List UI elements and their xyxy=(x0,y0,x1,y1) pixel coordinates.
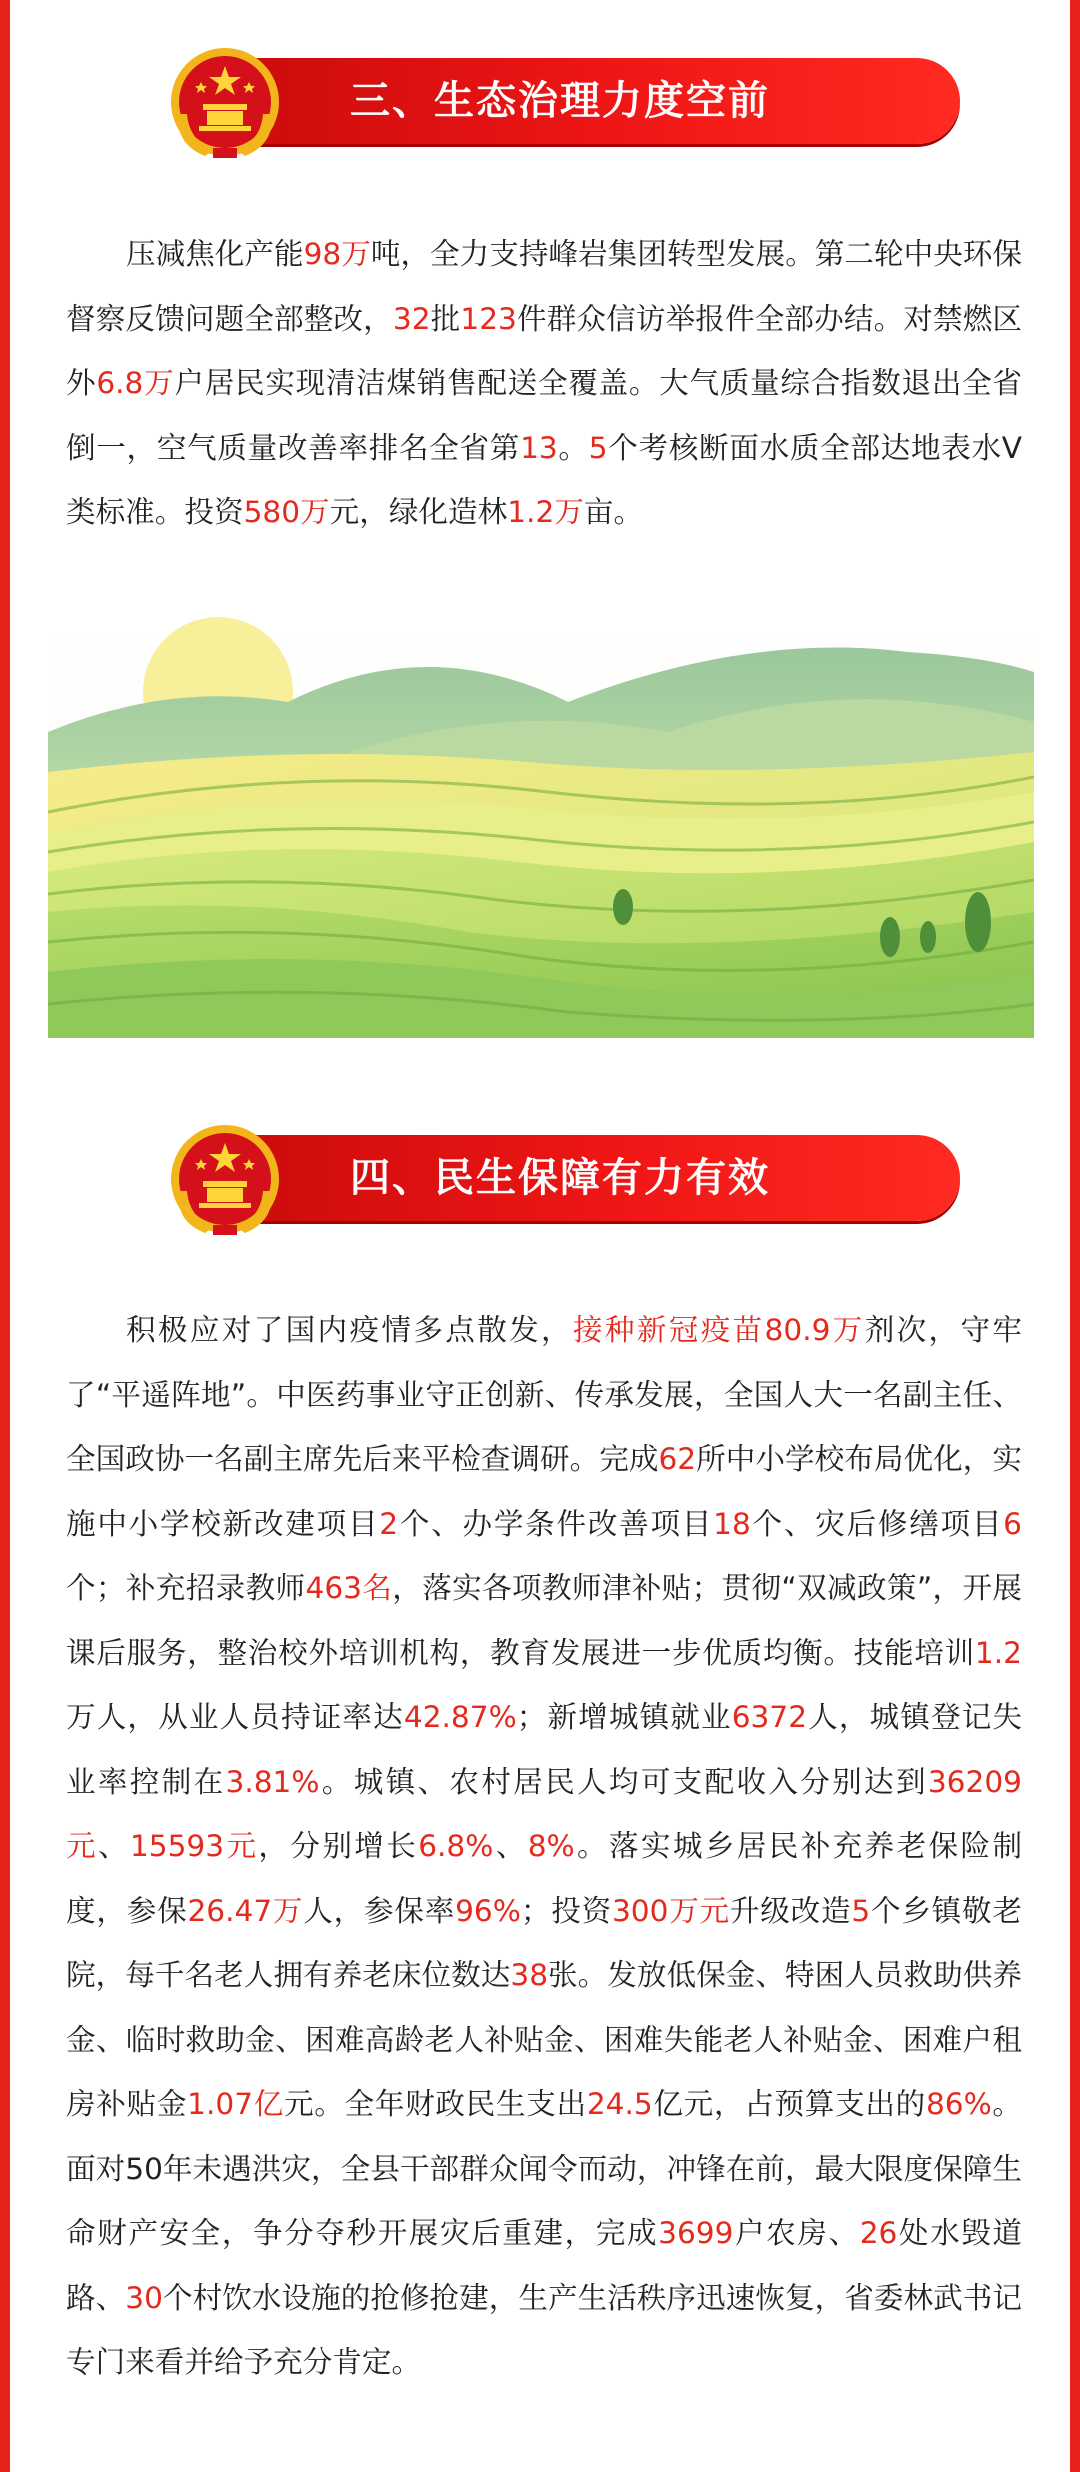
highlighted-figure: 30 xyxy=(125,2280,163,2315)
text-run: 个；补充招录教师 xyxy=(66,1571,306,1605)
text-run: ；新增城镇就业 xyxy=(516,1700,732,1734)
highlighted-figure: 38 xyxy=(510,1958,549,1992)
highlighted-figure: 86% xyxy=(925,2087,992,2121)
text-run: 亩。 xyxy=(583,495,644,529)
text-run: 人，参保率 xyxy=(303,1893,456,1928)
text-run: 元，绿化造林 xyxy=(329,495,508,529)
national-emblem-icon xyxy=(165,44,285,164)
text-run: 、 xyxy=(97,1829,130,1863)
text-run: 批 xyxy=(430,301,461,336)
section-3-title: 三、生态治理力度空前 xyxy=(350,77,770,124)
text-run: 。落实城乡居民补充养老保险制度，参保 xyxy=(66,1829,1023,1928)
text-run: 个乡镇敬老院，每千名老人拥有养老床位数达 xyxy=(66,1893,1022,1992)
highlighted-figure: 6372 xyxy=(731,1700,808,1734)
highlighted-figure: 1.2万 xyxy=(507,495,584,529)
highlighted-figure: 98万 xyxy=(303,237,371,271)
text-run: 处水毁道路、 xyxy=(66,2216,1023,2315)
highlighted-figure: 32 xyxy=(392,301,431,336)
section-4-title: 四、民生保障有力有效 xyxy=(350,1154,770,1201)
text-run: 个村饮水设施的抢修抢建，生产生活秩序迅速恢复，省委林武书记专门来看并给予充分肯定。 xyxy=(66,2280,1023,2379)
text-run: 元。全年财政民生支出 xyxy=(284,2087,587,2121)
highlighted-figure: 62 xyxy=(658,1442,697,1476)
highlighted-figure: 5 xyxy=(588,430,608,465)
text-run: 人，城镇登记失业率控制在 xyxy=(66,1700,1023,1799)
text-run: 。 xyxy=(557,430,589,465)
text-run: 户居民实现清洁煤销售配送全覆盖。大气质量综合指数退出全省倒一，空气质量改善率排名全省第 xyxy=(66,366,1023,465)
text-run: 个考核断面水质全部达地表水V类标准。投资 xyxy=(66,430,1023,529)
text-run: 压减焦化产能 xyxy=(126,237,304,271)
highlighted-figure: 5 xyxy=(851,1893,871,1928)
text-run: 件群众信访举报件全部办结。对禁燃区外 xyxy=(66,301,1023,400)
highlighted-figure: 1.07亿 xyxy=(187,2087,284,2121)
text-run: 个、办学条件改善项目 xyxy=(398,1506,714,1541)
highlighted-figure: 15593元 xyxy=(129,1829,259,1863)
text-run: 万人，从业人员持证率达 xyxy=(66,1700,404,1734)
section-3-paragraph xyxy=(66,222,1022,545)
highlighted-figure: 6.8% xyxy=(418,1829,494,1863)
highlighted-figure: 接种新冠疫苗80.9万 xyxy=(572,1313,865,1347)
highlighted-figure: 123 xyxy=(460,301,517,336)
section-4-paragraph xyxy=(66,1298,1022,2395)
text-run: 所中小学校布局优化，实施中小学校新改建项目 xyxy=(66,1442,1022,1541)
highlighted-figure: 26 xyxy=(859,2216,898,2250)
highlighted-figure: 42.87% xyxy=(403,1700,517,1734)
highlighted-figure: 3.81% xyxy=(225,1764,320,1799)
highlighted-figure: 580万 xyxy=(243,495,330,529)
highlighted-figure: 6 xyxy=(1003,1506,1023,1541)
highlighted-figure: 36209元 xyxy=(66,1764,1022,1863)
highlighted-figure: 18 xyxy=(713,1506,751,1541)
text-run: ，落实各项教师津补贴；贯彻“双减政策”，开展课后服务，整治校外培训机构，教育发展进一步优质均衡。技能培训 xyxy=(66,1571,1022,1670)
text-run: ；投资 xyxy=(520,1893,612,1928)
highlighted-figure: 26.47万 xyxy=(187,1893,304,1928)
right-red-border xyxy=(1070,0,1080,2472)
left-red-border xyxy=(0,0,10,2472)
text-run: 剂次，守牢了“平遥阵地”。中医药事业守正创新、传承发展，全国人大一名副主任、全国政协一名副主席先后来平检查调研。完成 xyxy=(66,1313,1023,1476)
text-run: 。面对50年未遇洪灾，全县干部群众闻令而动，冲锋在前，最大限度保障生命财产安全，争分夺秒开展灾后重建，完成 xyxy=(66,2087,1022,2250)
text-run: 。城镇、农村居民人均可支配收入分别达到 xyxy=(319,1764,928,1799)
text-run: ，分别增长 xyxy=(258,1829,419,1863)
text-run: 个、灾后修缮项目 xyxy=(750,1506,1004,1541)
text-run: 、 xyxy=(493,1829,528,1863)
text-run: 升级改造 xyxy=(729,1893,852,1928)
section-3-banner xyxy=(165,44,960,156)
text-run: 积极应对了国内疫情多点散发， xyxy=(126,1313,573,1347)
text-run: 吨，全力支持峰岩集团转型发展。第二轮中央环保督察反馈问题全部整改， xyxy=(66,237,1023,336)
highlighted-figure: 1.2 xyxy=(974,1635,1022,1670)
highlighted-figure: 8% xyxy=(527,1829,575,1863)
highlighted-figure: 463名 xyxy=(305,1571,393,1605)
national-emblem-icon xyxy=(165,1121,285,1241)
terraced-fields-illustration xyxy=(48,612,1034,1038)
highlighted-figure: 13 xyxy=(520,430,558,465)
highlighted-figure: 96% xyxy=(455,1893,521,1928)
highlighted-figure: 24.5 xyxy=(586,2087,653,2121)
highlighted-figure: 2 xyxy=(379,1506,399,1541)
text-run: 户农房、 xyxy=(733,2216,860,2250)
highlighted-figure: 300万元 xyxy=(611,1893,730,1928)
text-run: 亿元，占预算支出的 xyxy=(652,2087,926,2121)
highlighted-figure: 6.8万 xyxy=(96,366,175,400)
highlighted-figure: 3699 xyxy=(658,2216,734,2250)
text-run: 张。发放低保金、特困人员救助供养金、临时救助金、困难高龄老人补贴金、困难失能老人补贴金、困难户租房补贴金 xyxy=(66,1958,1023,2121)
section-4-banner xyxy=(165,1121,960,1233)
